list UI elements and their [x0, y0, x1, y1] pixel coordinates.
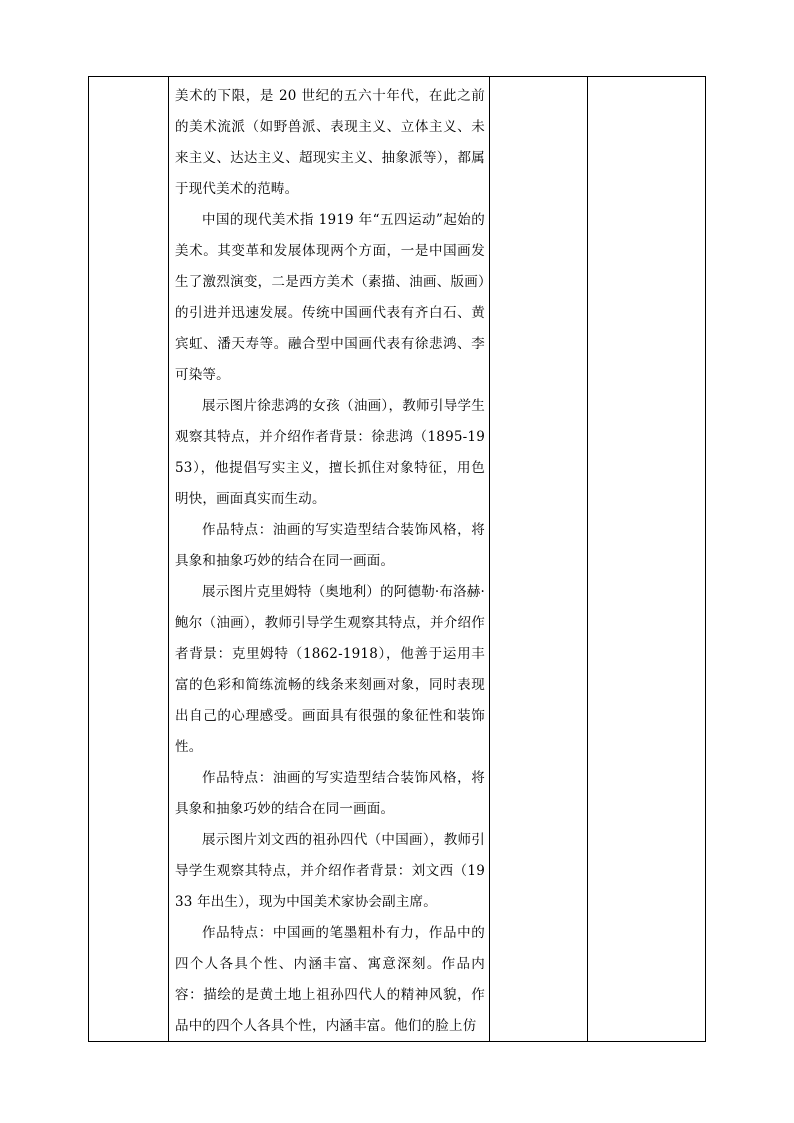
paragraph: 展示图片刘文西的祖孙四代（中国画），教师引导学生观察其特点，并介绍作者背景：刘文西（1933 年出生），现为中国美术家协会副主席。 — [175, 832, 485, 910]
paragraph: 中国的现代美术指 1919 年“五四运动”起始的美术。其变革和发展体现两个方面，一是中国画发生了激烈演变，二是西方美术（素描、油画、版画）的引进并迅速发展。传统中国画代表有齐白石、黄宾虹、潘天寿等。融合型中国画代表有徐悲鸿、李可染等。 — [175, 212, 485, 383]
paragraph: 作品特点：油画的写实造型结合装饰风格，将具象和抽象巧妙的结合在同一画面。 — [175, 522, 485, 569]
lesson-content-cell — [169, 77, 489, 1041]
paragraph: 美术的下限，是 20 世纪的五六十年代，在此之前的美术流派（如野兽派、表现主义、立体主义、未来主义、达达主义、超现实主义、抽象派等），都属于现代美术的范畴。 — [175, 88, 485, 197]
paragraph: 展示图片徐悲鸿的女孩（油画），教师引导学生观察其特点，并介绍作者背景：徐悲鸿（1895-1953），他提倡写实主义，擅长抓住对象特征，用色明快，画面真实而生动。 — [175, 398, 485, 507]
paragraph: 作品特点：中国画的笔墨粗朴有力，作品中的四个人各具个性、内涵丰富、寓意深刻。作品内容：描绘的是黄土地上祖孙四代人的精神风貌，作品中的四个人各具个性，内涵丰富。他们的脸上仿 — [175, 925, 485, 1034]
paragraph: 作品特点：油画的写实造型结合装饰风格，将具象和抽象巧妙的结合在同一画面。 — [175, 770, 485, 817]
paragraph: 展示图片克里姆特（奥地利）的阿德勒·布洛赫·鲍尔（油画），教师引导学生观察其特点，并介绍作者背景：克里姆特（1862-1918），他善于运用丰富的色彩和简练流畅的线条来刻画对象，同时表现出自己的心理感受。画面具有很强的象征性和装饰性。 — [175, 584, 485, 755]
column-divider — [587, 77, 588, 1041]
lesson-plan-table — [88, 76, 706, 1042]
column-divider — [489, 77, 490, 1041]
